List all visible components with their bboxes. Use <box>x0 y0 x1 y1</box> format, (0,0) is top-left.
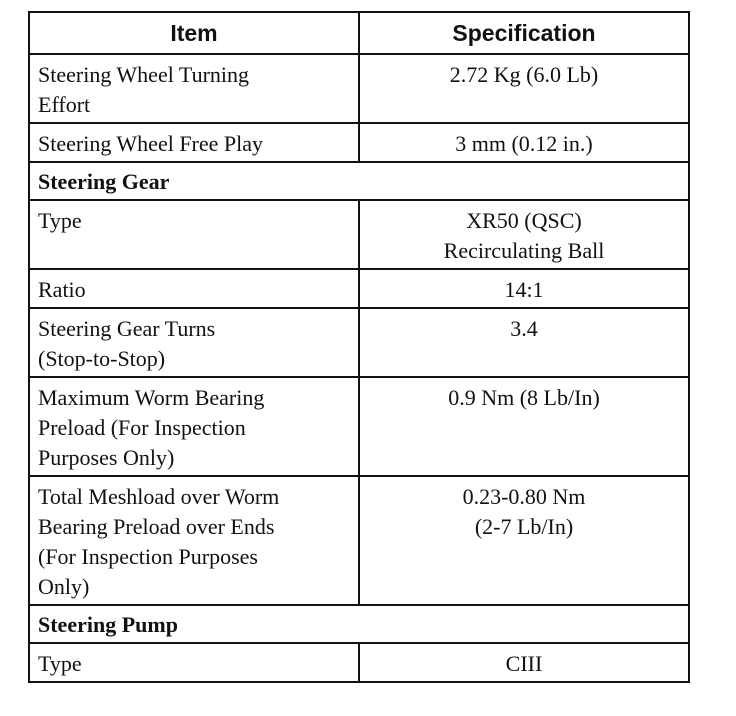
specification-text-line: XR50 (QSC) <box>466 208 582 233</box>
item-text-line: Only) <box>38 574 90 599</box>
specification-text-line: 0.23-0.80 Nm <box>462 484 586 509</box>
specification-text-line: 2.72 Kg (6.0 Lb) <box>449 62 599 87</box>
item-cell <box>29 308 359 377</box>
item-cell <box>29 643 359 682</box>
header-item: Item <box>29 12 359 54</box>
item-cell <box>29 269 359 308</box>
specification-cell <box>359 200 689 269</box>
item-text-line: Bearing Preload over Ends <box>38 514 275 539</box>
table-body <box>29 54 689 682</box>
item-text-line: Total Meshload over Worm <box>38 484 280 509</box>
table-row <box>29 200 689 269</box>
specification-cell <box>359 269 689 308</box>
specification-text-line: Recirculating Ball <box>443 238 605 263</box>
item-cell <box>29 123 359 162</box>
item-text-line: (Stop-to-Stop) <box>38 346 166 371</box>
item-cell <box>29 476 359 605</box>
table-row <box>29 643 689 682</box>
specification-cell <box>359 643 689 682</box>
item-text-line: Preload (For Inspection <box>38 415 246 440</box>
specification-cell <box>359 123 689 162</box>
table-header-row <box>29 12 689 54</box>
item-text-line: Steering Wheel Free Play <box>38 131 264 156</box>
item-text-line: Steering Gear Turns <box>38 316 216 341</box>
item-text-line: Purposes Only) <box>38 445 175 470</box>
table-row <box>29 377 689 476</box>
table-row <box>29 476 689 605</box>
table-row <box>29 308 689 377</box>
item-text-line: Effort <box>38 92 91 117</box>
specification-cell <box>359 308 689 377</box>
item-cell <box>29 54 359 123</box>
table-row <box>29 54 689 123</box>
section-title: Steering Gear <box>29 162 689 200</box>
specification-text-line: 14:1 <box>504 277 544 302</box>
specification-text-line: 3.4 <box>510 316 538 341</box>
specification-cell <box>359 377 689 476</box>
table-row <box>29 123 689 162</box>
section-row <box>29 162 689 200</box>
item-text-line: Steering Wheel Turning <box>38 62 250 87</box>
item-cell <box>29 377 359 476</box>
specification-cell <box>359 476 689 605</box>
item-cell <box>29 200 359 269</box>
item-text-line: (For Inspection Purposes <box>38 544 258 569</box>
item-text-line: Maximum Worm Bearing <box>38 385 265 410</box>
specification-text-line: CIII <box>505 651 543 676</box>
header-specification: Specification <box>359 12 689 54</box>
item-text-line: Ratio <box>38 277 86 302</box>
specification-text-line: 0.9 Nm (8 Lb/In) <box>448 385 600 410</box>
specification-text-line: (2-7 Lb/In) <box>474 514 574 539</box>
specification-cell <box>359 54 689 123</box>
item-text-line: Type <box>38 651 82 676</box>
section-title: Steering Pump <box>29 605 689 643</box>
section-row <box>29 605 689 643</box>
specification-table <box>28 11 690 683</box>
table-row <box>29 269 689 308</box>
item-text-line: Type <box>38 208 82 233</box>
specification-text-line: 3 mm (0.12 in.) <box>455 131 593 156</box>
